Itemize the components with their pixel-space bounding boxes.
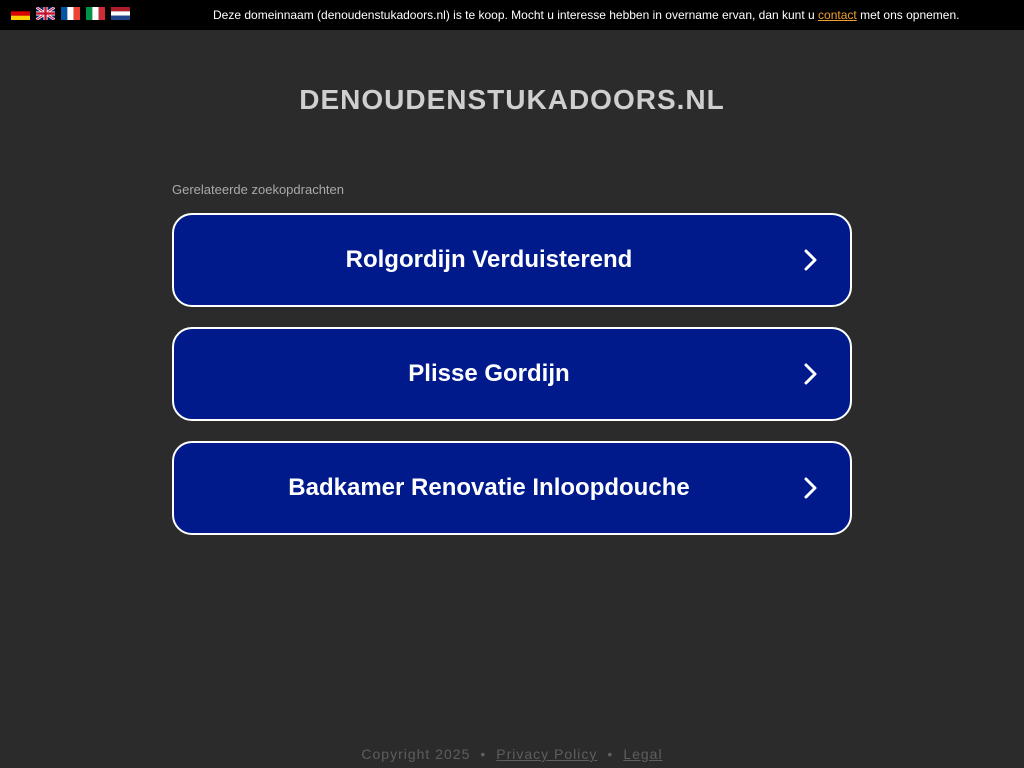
related-search-label: Plisse Gordijn: [408, 360, 570, 387]
legal-link[interactable]: Legal: [623, 746, 663, 762]
notice-text-before: Deze domeinnaam (denoudenstukadoors.nl) is te koop. Mocht u interesse hebben in overname ervan, dan kunt u: [213, 8, 819, 22]
contact-link[interactable]: contact: [818, 8, 857, 22]
italian-flag-icon[interactable]: [86, 7, 105, 20]
copyright-text: Copyright 2025: [361, 746, 471, 762]
language-flags: [11, 7, 130, 20]
related-searches-list: [172, 213, 852, 555]
uk-flag-icon[interactable]: [36, 7, 55, 20]
related-searches-label: Gerelateerde zoekopdrachten: [172, 182, 345, 197]
domain-sale-notice: [213, 8, 959, 22]
notice-text-after: met ons opnemen.: [856, 8, 960, 22]
related-search-button[interactable]: [172, 441, 852, 535]
site-title: DENOUDENSTUKADOORS.NL: [299, 84, 725, 115]
footer-separator: •: [607, 746, 614, 762]
german-flag-icon[interactable]: [11, 7, 30, 20]
related-search-button[interactable]: [172, 213, 852, 307]
chevron-right-icon: [798, 248, 822, 272]
french-flag-icon[interactable]: [61, 7, 80, 20]
footer: [0, 746, 1024, 762]
chevron-right-icon: [798, 362, 822, 386]
chevron-right-icon: [798, 476, 822, 500]
dutch-flag-icon[interactable]: [111, 7, 130, 20]
related-search-label: Badkamer Renovatie Inloopdouche: [288, 474, 690, 501]
related-search-button[interactable]: [172, 327, 852, 421]
footer-separator: •: [480, 746, 487, 762]
related-search-label: Rolgordijn Verduisterend: [345, 246, 633, 273]
top-bar: [0, 0, 1024, 30]
privacy-policy-link[interactable]: Privacy Policy: [496, 746, 598, 762]
